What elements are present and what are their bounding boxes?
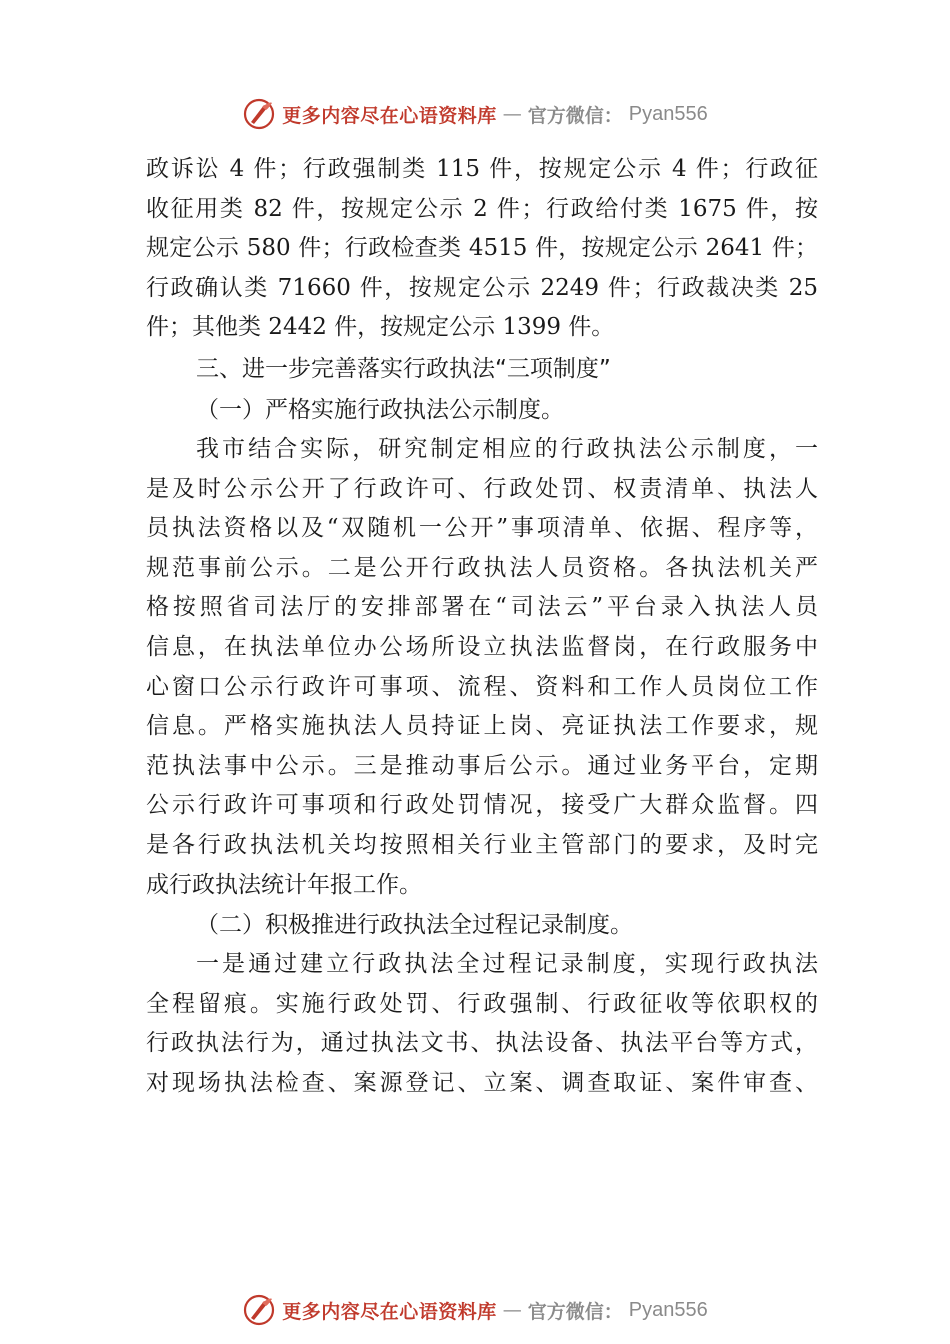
banner-title: 更多内容尽在心语资料库	[282, 1300, 497, 1323]
subsection-heading: （一）严格实施行政执法公示制度。	[196, 396, 564, 423]
quill-logo-icon	[242, 97, 276, 131]
paragraph-line: 一是通过建立行政执法全过程记录制度，实现行政执法	[196, 951, 818, 978]
paragraph-line: 公示行政许可事项和行政处罚情况，接受广大群众监督。四	[146, 792, 818, 819]
quill-logo-icon	[242, 1293, 276, 1327]
paragraph-line: 规定公示 580 件；行政检查类 4515 件，按规定公示 2641 件；	[146, 235, 818, 262]
statistics-paragraph	[146, 150, 818, 348]
paragraph-line: 是及时公示公开了行政许可、行政处罚、权责清单、执法人	[146, 475, 818, 502]
header-banner	[0, 94, 950, 134]
banner-wechat-id: Pyan556	[628, 102, 708, 125]
paragraph-line: 信息。严格实施执法人员持证上岗、亮证执法工作要求，规	[146, 713, 818, 740]
publicity-paragraph	[146, 430, 818, 905]
paragraph-line: 格按照省司法厅的安排部署在“司法云”平台录入执法人员	[146, 594, 818, 621]
record-paragraph	[146, 945, 818, 1103]
paragraph-line: 政诉讼 4 件；行政强制类 115 件，按规定公示 4 件；行政征	[146, 156, 818, 182]
paragraph-line: 信息，在执法单位办公场所设立执法监督岗，在行政服务中	[146, 633, 818, 660]
banner-wechat-label: 官方微信：	[527, 104, 623, 127]
banner-title: 更多内容尽在心语资料库	[282, 104, 497, 127]
paragraph-line: 是各行政执法机关均按照相关行业主管部门的要求，及时完	[146, 831, 818, 858]
paragraph-line: 规范事前公示。二是公开行政执法人员资格。各执法机关严	[146, 554, 818, 581]
section-heading: 三、进一步完善落实行政执法“三项制度”	[196, 355, 611, 382]
paragraph-line: 员执法资格以及“双随机一公开”事项清单、依据、程序等，	[146, 515, 818, 542]
banner-separator: —	[502, 1299, 522, 1321]
paragraph-line: 全程留痕。实施行政处罚、行政强制、行政征收等依职权的	[146, 990, 818, 1017]
document-body	[146, 150, 818, 1103]
paragraph-line: 行政执法行为，通过执法文书、执法设备、执法平台等方式，	[146, 1030, 818, 1057]
banner-wechat-id: Pyan556	[628, 1298, 708, 1321]
subsection-heading: （二）积极推进行政执法全过程记录制度。	[196, 912, 633, 939]
banner-wechat-label: 官方微信：	[527, 1300, 623, 1323]
banner-separator: —	[502, 103, 522, 125]
footer-banner	[0, 1290, 950, 1330]
paragraph-line: 对现场执法检查、案源登记、立案、调查取证、案件审查、	[146, 1069, 818, 1096]
paragraph-line: 范执法事中公示。三是推动事后公示。通过业务平台，定期	[146, 752, 818, 779]
paragraph-line: 收征用类 82 件，按规定公示 2 件；行政给付类 1675 件，按	[146, 195, 818, 222]
paragraph-line: 成行政执法统计年报工作。	[146, 871, 422, 898]
paragraph-line: 我市结合实际，研究制定相应的行政执法公示制度，一	[196, 435, 818, 462]
paragraph-line: 行政确认类 71660 件，按规定公示 2249 件；行政裁决类 25	[146, 274, 818, 301]
paragraph-line: 心窗口公示行政许可事项、流程、资料和工作人员岗位工作	[146, 673, 818, 700]
paragraph-line: 件；其他类 2442 件，按规定公示 1399 件。	[146, 314, 615, 341]
